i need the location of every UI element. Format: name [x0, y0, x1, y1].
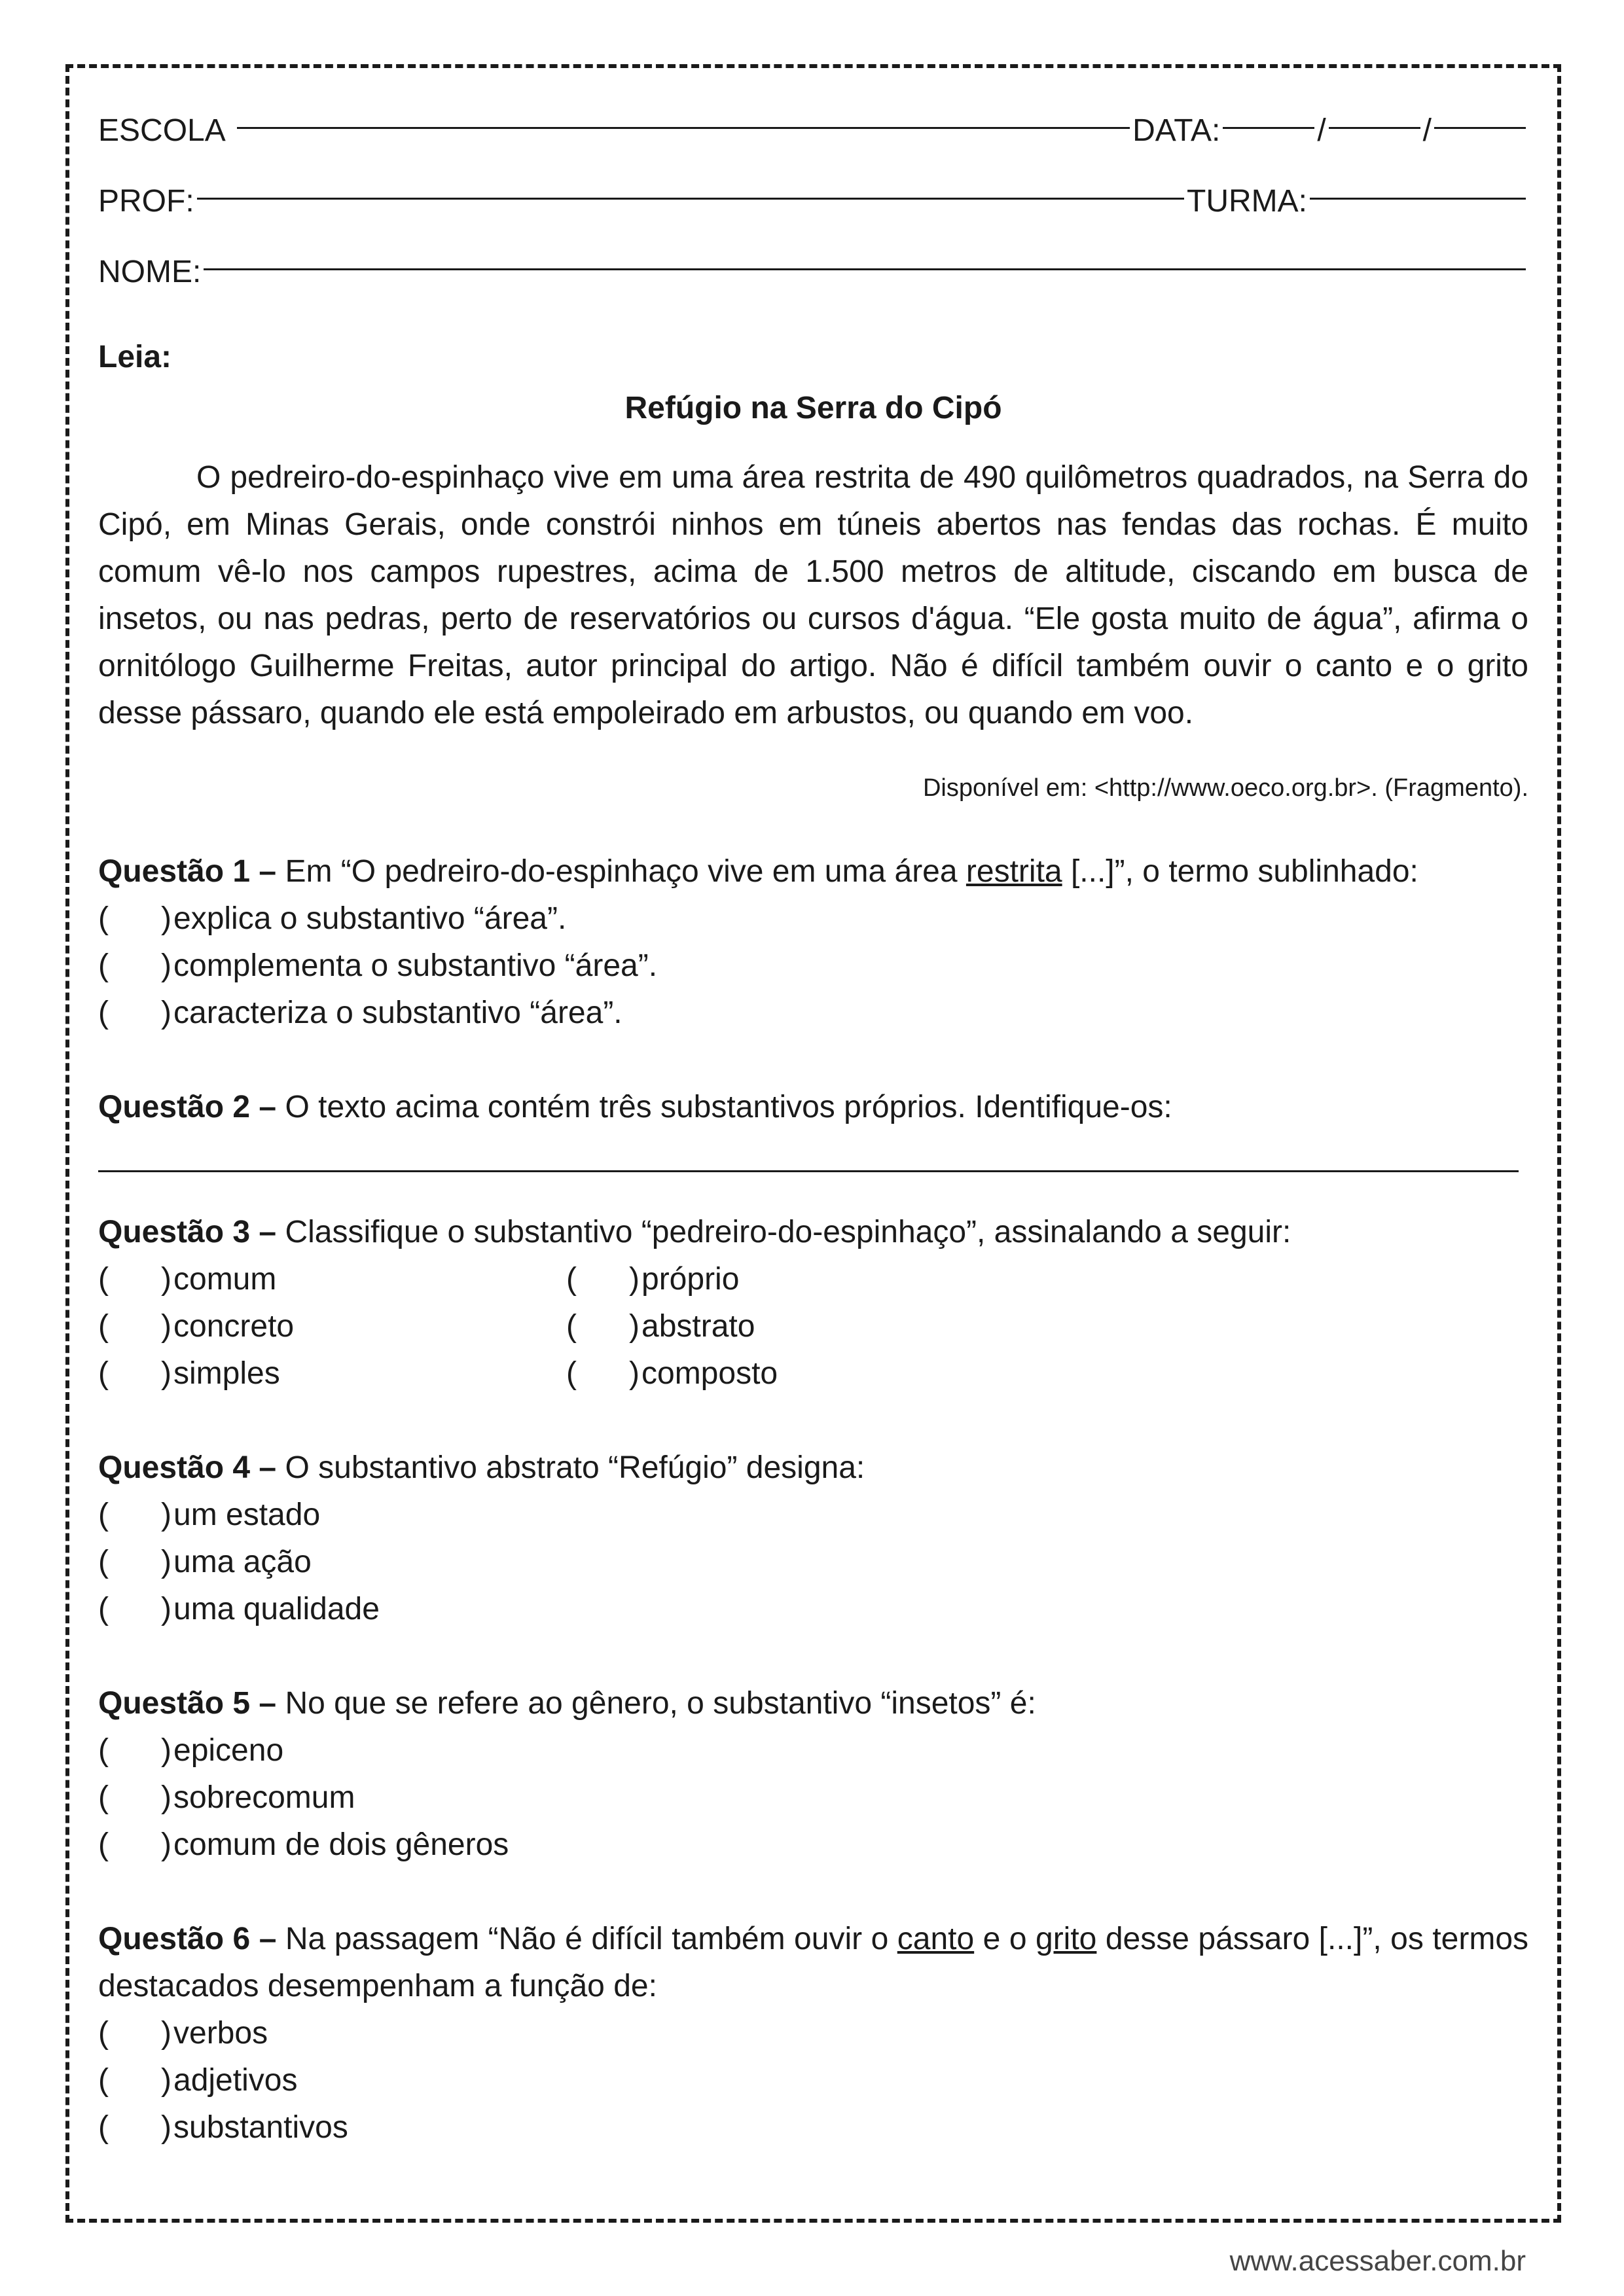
question-4-label: Questão 4 –	[98, 1450, 277, 1485]
checkbox-paren[interactable]: ( )	[98, 1827, 171, 1862]
option-label: epiceno	[173, 1733, 284, 1768]
option-label: simples	[173, 1356, 280, 1391]
reading-paragraph: O pedreiro-do-espinhaço vive em uma área restrita de 490 quilômetros quadrados, na Serra do Cipó, em Minas Gerais, onde constrói ninhos em túneis abertos nas fendas das rochas. É muito comum vê-lo nos campos rupestres, acima de 1.500 metros de altitude, ciscando em busca de insetos, ou nas pedras, perto de reservatórios ou cursos d'água. “Ele gosta muito de água”, afirma o ornitólogo Guilherme Freitas, autor principal do artigo. Não é difícil também ouvir o canto e o grito desse pássaro, quando ele está empoleirado em arbustos, ou quando em voo.	[98, 460, 1528, 730]
question-5-text: No que se refere ao gênero, o substantivo “insetos” é:	[276, 1686, 1036, 1721]
checkbox-paren[interactable]: ( )	[98, 996, 171, 1030]
underlined-term: grito	[1036, 1922, 1097, 1956]
question-1-statement	[98, 848, 1528, 895]
question-2-label: Questão 2 –	[98, 1090, 277, 1124]
option[interactable]	[98, 1774, 1528, 1821]
option-label: sobrecomum	[173, 1780, 355, 1815]
checkbox-paren[interactable]: ( )	[98, 1733, 171, 1768]
escola-label: ESCOLA	[98, 113, 226, 148]
prof-field[interactable]	[197, 151, 1184, 200]
date-separator: /	[1317, 113, 1326, 148]
question-1	[98, 848, 1528, 1037]
option[interactable]	[98, 1350, 566, 1397]
footer-url: www.acessaber.com.br	[1229, 2245, 1526, 2277]
checkbox-paren[interactable]: ( )	[98, 948, 171, 983]
question-5-statement	[98, 1680, 1528, 1727]
date-month-field[interactable]	[1329, 80, 1420, 129]
option-label: verbos	[173, 2016, 268, 2051]
question-6-statement	[98, 1916, 1528, 2010]
source-citation: Disponível em: <http://www.oeco.org.br>. (Fragmento).	[922, 774, 1528, 802]
date-day-field[interactable]	[1223, 80, 1314, 129]
checkbox-paren[interactable]: ( )	[98, 1498, 171, 1532]
option-label: comum	[173, 1262, 277, 1297]
nome-row	[98, 233, 1528, 304]
question-2-statement	[98, 1084, 1528, 1131]
checkbox-paren[interactable]: ( )	[98, 2016, 171, 2051]
question-6-text: Na passagem “Não é difícil também ouvir o	[276, 1922, 897, 1956]
option-grid	[98, 1256, 1528, 1397]
checkbox-paren[interactable]: ( )	[98, 1592, 171, 1626]
option-label: próprio	[641, 1262, 740, 1297]
question-4	[98, 1444, 1528, 1633]
nome-field[interactable]	[204, 221, 1526, 270]
checkbox-paren[interactable]: ( )	[98, 1262, 171, 1297]
question-6	[98, 1916, 1528, 2151]
question-3-label: Questão 3 –	[98, 1215, 277, 1249]
option-label: uma qualidade	[173, 1592, 380, 1626]
checkbox-paren[interactable]: ( )	[566, 1262, 640, 1297]
option[interactable]	[98, 2057, 1528, 2104]
question-3-statement	[98, 1209, 1528, 1256]
checkbox-paren[interactable]: ( )	[98, 1356, 171, 1391]
option-label: concreto	[173, 1309, 295, 1344]
option[interactable]	[98, 1821, 1528, 1869]
option-label: adjetivos	[173, 2063, 298, 2098]
option-label: caracteriza o substantivo “área”.	[173, 996, 623, 1030]
question-2-text: O texto acima contém três substantivos próprios. Identifique-os:	[276, 1090, 1172, 1124]
escola-field[interactable]	[237, 80, 1130, 129]
option[interactable]	[98, 1586, 1528, 1633]
option[interactable]	[98, 942, 1528, 990]
option[interactable]	[566, 1256, 1528, 1303]
option[interactable]	[566, 1303, 1528, 1350]
question-5-label: Questão 5 –	[98, 1686, 277, 1721]
option[interactable]	[566, 1350, 1528, 1397]
option[interactable]	[98, 1303, 566, 1350]
option[interactable]	[98, 2010, 1528, 2057]
option[interactable]	[98, 1727, 1528, 1774]
option-label: complementa o substantivo “área”.	[173, 948, 658, 983]
option[interactable]	[98, 2104, 1528, 2151]
underlined-term: restrita	[965, 854, 1062, 889]
question-1-label: Questão 1 –	[98, 854, 277, 889]
option[interactable]	[98, 1256, 566, 1303]
checkbox-paren[interactable]: ( )	[98, 901, 171, 936]
option-label: abstrato	[641, 1309, 755, 1344]
question-3	[98, 1209, 1528, 1397]
question-2	[98, 1084, 1528, 1172]
answer-line[interactable]	[98, 1131, 1519, 1172]
checkbox-paren[interactable]: ( )	[98, 1545, 171, 1579]
question-1-text: [...]”, o termo sublinhado:	[1062, 854, 1418, 889]
option[interactable]	[98, 895, 1528, 942]
checkbox-paren[interactable]: ( )	[98, 1309, 171, 1344]
leia-heading: Leia:	[98, 340, 172, 374]
option-label: um estado	[173, 1498, 321, 1532]
prof-label: PROF:	[98, 184, 194, 219]
date-year-field[interactable]	[1434, 80, 1526, 129]
question-5	[98, 1680, 1528, 1869]
checkbox-paren[interactable]: ( )	[566, 1309, 640, 1344]
option-label: explica o substantivo “área”.	[173, 901, 567, 936]
worksheet	[98, 92, 1528, 2151]
checkbox-paren[interactable]: ( )	[566, 1356, 640, 1391]
option-label: uma ação	[173, 1545, 312, 1579]
question-6-text: e o	[974, 1922, 1036, 1956]
question-1-text: Em “O pedreiro-do-espinhaço vive em uma área	[276, 854, 966, 889]
checkbox-paren[interactable]: ( )	[98, 2063, 171, 2098]
option-label: composto	[641, 1356, 778, 1391]
question-3-text: Classifique o substantivo “pedreiro-do-espinhaço”, assinalando a seguir:	[276, 1215, 1291, 1249]
option[interactable]	[98, 1492, 1528, 1539]
option-label: comum de dois gêneros	[173, 1827, 509, 1862]
question-6-text: desse pássaro [...]”, os termos destacados desempenham a função de:	[98, 1922, 1529, 2003]
date-separator: /	[1422, 113, 1432, 148]
nome-label: NOME:	[98, 255, 202, 289]
underlined-term: canto	[897, 1922, 975, 1956]
question-4-text: O substantivo abstrato “Refúgio” designa:	[276, 1450, 865, 1485]
text-title: Refúgio na Serra do Cipó	[624, 391, 1002, 425]
checkbox-paren[interactable]: ( )	[98, 2110, 171, 2145]
question-6-label: Questão 6 –	[98, 1922, 277, 1956]
option[interactable]	[98, 990, 1528, 1037]
option[interactable]	[98, 1539, 1528, 1586]
turma-field[interactable]	[1310, 151, 1526, 200]
data-label: DATA:	[1132, 113, 1221, 148]
checkbox-paren[interactable]: ( )	[98, 1780, 171, 1815]
question-4-statement	[98, 1444, 1528, 1492]
option-label: substantivos	[173, 2110, 348, 2145]
turma-label: TURMA:	[1187, 184, 1307, 219]
